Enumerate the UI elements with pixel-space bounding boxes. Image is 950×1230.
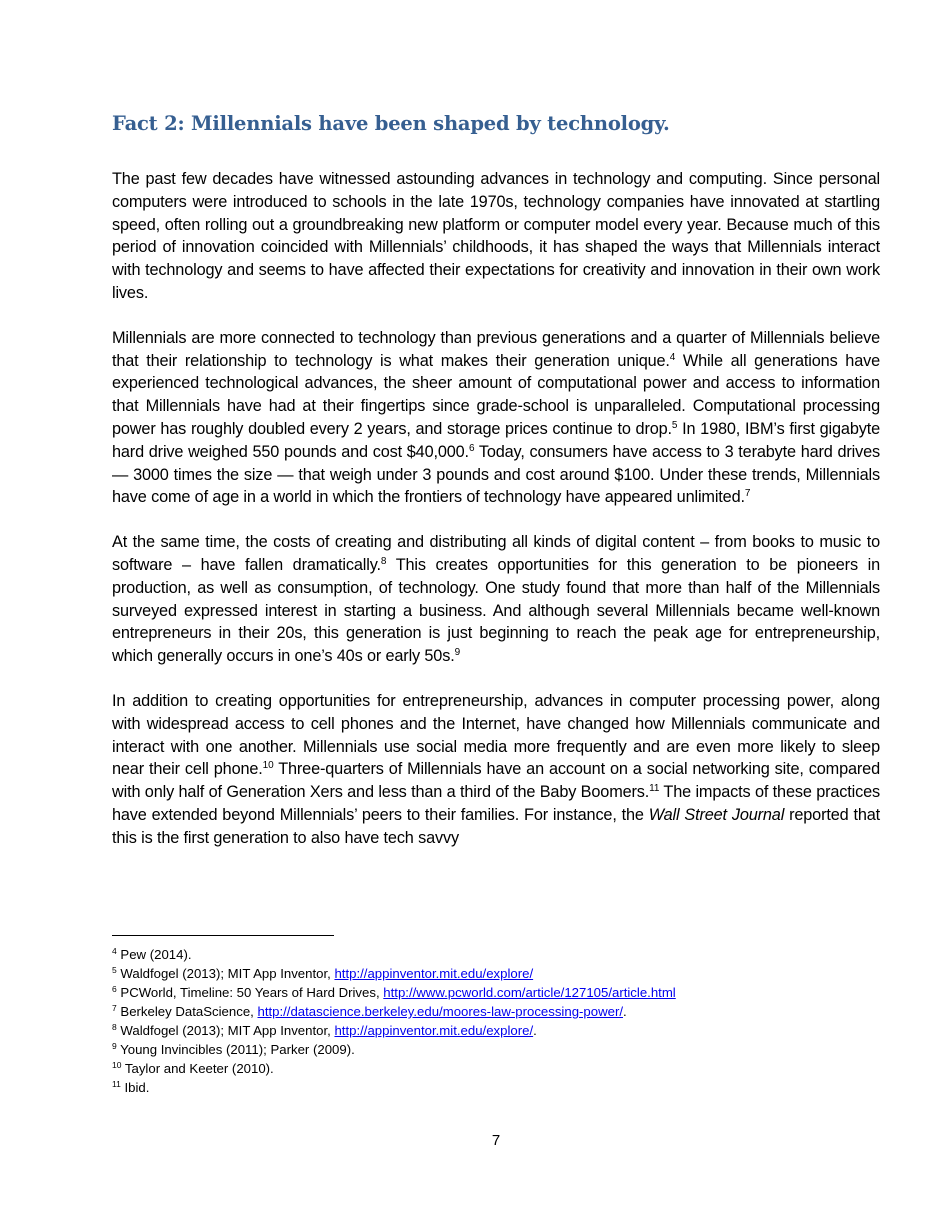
page-number: 7 (491, 1132, 501, 1149)
paragraph-text: In addition to creating opportunities for entrepreneurship, advances in computer processing power, along with widespread access to cell phones and the Internet, have changed how Millennials communicate and interact with one another. Millennials use social media more frequently and are even more likely to sleep near their cell phone. (112, 691, 880, 779)
footnote-reference: 10 (262, 760, 274, 772)
footnote-reference: 9 (454, 647, 460, 659)
footnote-reference: 7 (744, 488, 751, 500)
footnote-reference: 6 (468, 442, 475, 454)
footnote-link[interactable]: http://datascience.berkeley.edu/moores-law-processing-power/ (257, 1004, 624, 1019)
footnote-number: 8 (112, 1022, 117, 1032)
footnote-number: 10 (112, 1060, 122, 1070)
footnote-item (112, 1002, 880, 1021)
footnote-number: 9 (112, 1041, 117, 1051)
paragraph-text: The past few decades have witnessed astounding advances in technology and computing. Since personal computers were introduced to schools in the late 1970s, technology companies have innovated at startling speed, often rolling out a groundbreaking new platform or computer model every year. Because much of this period of innovation coincided with Millennials’ childhoods, it has shaped the ways that Millennials interact with technology and seems to have affected their expectations for creativity and innovation in their own work lives. (112, 170, 880, 302)
footnote-text: Ibid. (124, 1080, 150, 1095)
footnote-number: 4 (112, 946, 117, 956)
footnote-link[interactable]: http://www.pcworld.com/article/127105/article.html (383, 985, 676, 1000)
footnote-number: 6 (112, 984, 117, 994)
footnote-number: 7 (112, 1003, 117, 1013)
footnote-text: Pew (2014). (120, 947, 192, 962)
footnote-reference: 5 (671, 419, 678, 431)
paragraph-text: This creates opportunities for this generation to be pioneers in production, as well as consumption, of technology. One study found that more than half of the Millennials surveyed expressed interest in starting a business. And although several Millennials became well-known entrepreneurs in their 20s, this generation is just beginning to reach the peak age for entrepreneurship, which generally occurs in one’s 40s or early 50s. (112, 555, 880, 666)
paragraph-text: reported that this is the first generation to also have tech savvy (112, 805, 880, 847)
footnote-item (112, 945, 880, 964)
footnote-link[interactable]: http://appinventor.mit.edu/explore/ (334, 1023, 534, 1038)
footnotes (112, 945, 880, 1097)
footnote-item (112, 1021, 880, 1040)
footnote-text: Waldfogel (2013); MIT App Inventor, (120, 1023, 335, 1038)
paragraph-text: In 1980, IBM’s first gigabyte hard drive weighed 550 pounds and cost $40,000. (112, 419, 880, 461)
footnote-reference: 4 (669, 351, 676, 363)
footnote-reference: 8 (380, 555, 387, 567)
body-paragraph (112, 327, 880, 509)
footnote-link[interactable]: http://appinventor.mit.edu/explore/ (334, 966, 534, 981)
body-paragraph (112, 168, 880, 305)
body-paragraph (112, 690, 880, 850)
footnote-number: 5 (112, 965, 117, 975)
paragraph-text: The impacts of these practices have extended beyond Millennials’ peers to their families. For instance, the (112, 783, 880, 824)
paragraph-text: At the same time, the costs of creating and distributing all kinds of digital content – from books to music to software – have fallen dramatically. (112, 533, 880, 574)
body-text (112, 168, 880, 872)
footnote-text: Waldfogel (2013); MIT App Inventor, (120, 966, 335, 981)
footnote-item (112, 1040, 880, 1059)
footnote-punctuation: . (623, 1004, 627, 1019)
section-heading: Fact 2: Millennials have been shaped by technology. (112, 112, 670, 135)
footnote-punctuation: . (533, 1023, 537, 1038)
publication-title: Wall Street Journal (648, 805, 785, 824)
footnote-item (112, 1059, 880, 1078)
paragraph-text: Millennials are more connected to technology than previous generations and a quarter of Millennials believe that their relationship to technology is what makes their generation unique. (112, 328, 880, 370)
footnote-number: 11 (112, 1079, 121, 1089)
footnote-divider (112, 935, 334, 936)
paragraph-text: Today, consumers have access to 3 terabyte hard drives — 3000 times the size — that weigh under 3 pounds and cost around $100. Under these trends, Millennials have come of age in a world in which the frontiers of technology have appeared unlimited. (112, 442, 880, 507)
footnote-item (112, 983, 880, 1002)
footnote-reference: 11 (649, 783, 660, 795)
footnote-text: Berkeley DataScience, (120, 1004, 258, 1019)
paragraph-text: While all generations have experienced technological advances, the sheer amount of computational power and access to information that Millennials have had at their fingertips since grade-school is unparalleled. Computational processing power has roughly doubled every 2 years, and storage prices continue to drop. (112, 351, 880, 438)
footnote-text: PCWorld, Timeline: 50 Years of Hard Drives, (120, 985, 384, 1000)
footnote-item (112, 1078, 880, 1097)
body-paragraph (112, 531, 880, 668)
footnote-text: Young Invincibles (2011); Parker (2009). (120, 1042, 355, 1057)
footnote-item (112, 964, 880, 983)
paragraph-text: Three-quarters of Millennials have an account on a social networking site, compared with only half of Generation Xers and less than a third of the Baby Boomers. (112, 760, 880, 802)
footnote-text: Taylor and Keeter (2010). (124, 1061, 274, 1076)
